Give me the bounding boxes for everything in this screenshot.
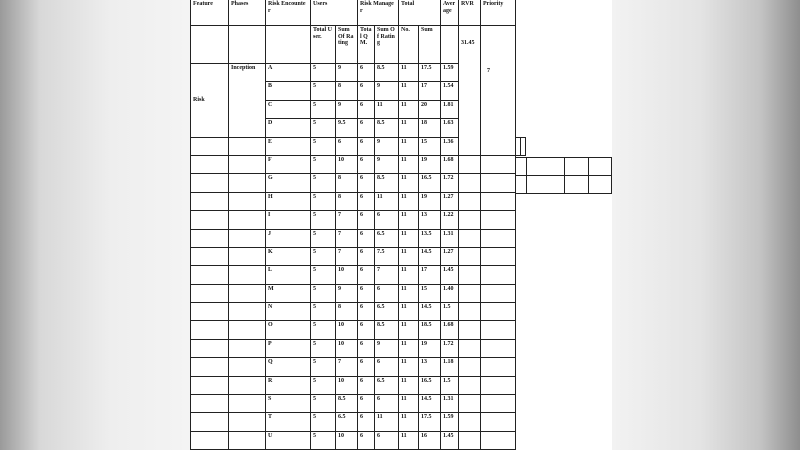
- empty-cell: [481, 284, 516, 302]
- total-sum-cell: 17: [419, 266, 441, 284]
- total-no-cell: 11: [399, 431, 419, 449]
- average-cell: 1.27: [441, 247, 459, 265]
- rm-sum-cell: 6: [375, 211, 399, 229]
- empty-cell: [564, 176, 588, 194]
- header-phases: Phases: [229, 0, 266, 26]
- total-users-cell: 5: [311, 119, 336, 137]
- total-users-cell: 5: [311, 431, 336, 449]
- empty-cell: [191, 303, 229, 321]
- empty-cell: [481, 431, 516, 449]
- rm-sum-cell: 7.5: [375, 247, 399, 265]
- empty-cell: [459, 266, 481, 284]
- rm-sum-cell: 9: [375, 339, 399, 357]
- risk-table: [190, 0, 526, 450]
- empty-cell: [191, 395, 229, 413]
- empty-cell: [459, 284, 481, 302]
- subheader-sum: Sum: [419, 26, 441, 64]
- empty-cell: [459, 155, 481, 173]
- empty-cell: [526, 158, 564, 176]
- rvr-value: 31.45: [459, 26, 481, 156]
- empty-cell: [459, 431, 481, 449]
- total-no-cell: 11: [399, 229, 419, 247]
- empty-cell: [481, 376, 516, 394]
- total-no-cell: 11: [399, 303, 419, 321]
- total-sum-cell: 13.5: [419, 229, 441, 247]
- rm-sum-cell: 6.5: [375, 376, 399, 394]
- total-sum-cell: 17.5: [419, 413, 441, 431]
- empty-cell: [229, 321, 266, 339]
- empty-cell: [481, 266, 516, 284]
- risk-encounter-cell: E: [266, 137, 311, 155]
- total-no-cell: 11: [399, 155, 419, 173]
- users-sum-cell: 7: [336, 247, 358, 265]
- table-row: [191, 376, 526, 394]
- stray-table-fragment: [515, 157, 612, 194]
- rm-total-cell: 6: [358, 321, 375, 339]
- average-cell: 1.68: [441, 321, 459, 339]
- empty-cell: [229, 192, 266, 210]
- average-cell: 1.45: [441, 266, 459, 284]
- table-row: [191, 321, 526, 339]
- total-users-cell: 5: [311, 64, 336, 82]
- feature-cell: Risk: [191, 64, 229, 138]
- users-sum-cell: 7: [336, 358, 358, 376]
- total-users-cell: 5: [311, 284, 336, 302]
- empty-cell: [229, 266, 266, 284]
- empty-cell: [481, 413, 516, 431]
- users-sum-cell: 8: [336, 82, 358, 100]
- header-feature: Feature: [191, 0, 229, 26]
- empty-cell: [459, 339, 481, 357]
- risk-encounter-cell: F: [266, 155, 311, 173]
- empty-cell: [229, 155, 266, 173]
- empty-cell: [191, 339, 229, 357]
- total-users-cell: 5: [311, 155, 336, 173]
- subheader-rm-sum: Sum Of Rating: [375, 26, 399, 64]
- empty-cell: [481, 395, 516, 413]
- empty-cell: [229, 247, 266, 265]
- empty-cell: [229, 137, 266, 155]
- table-row: [191, 155, 526, 173]
- average-cell: 1.40: [441, 284, 459, 302]
- total-users-cell: 5: [311, 211, 336, 229]
- average-cell: 1.72: [441, 339, 459, 357]
- total-sum-cell: 15: [419, 284, 441, 302]
- rm-total-cell: 6: [358, 358, 375, 376]
- empty-cell: [191, 137, 229, 155]
- empty-cell: [229, 431, 266, 449]
- table-row: [191, 395, 526, 413]
- rm-sum-cell: 6: [375, 395, 399, 413]
- empty-cell: [191, 376, 229, 394]
- header-risk-encounter: Risk Encounter: [266, 0, 311, 26]
- users-sum-cell: 8: [336, 192, 358, 210]
- average-cell: 1.36: [441, 137, 459, 155]
- average-cell: 1.22: [441, 211, 459, 229]
- total-no-cell: 11: [399, 266, 419, 284]
- rm-sum-cell: 9: [375, 137, 399, 155]
- rm-sum-cell: 6: [375, 358, 399, 376]
- total-sum-cell: 20: [419, 100, 441, 118]
- empty-cell: [481, 229, 516, 247]
- empty-cell: [229, 376, 266, 394]
- risk-encounter-cell: S: [266, 395, 311, 413]
- empty-cell: [516, 158, 527, 176]
- users-sum-cell: 9: [336, 100, 358, 118]
- empty-cell: [459, 303, 481, 321]
- users-sum-cell: 10: [336, 266, 358, 284]
- table-row: [191, 229, 526, 247]
- risk-encounter-cell: T: [266, 413, 311, 431]
- empty-cell: [526, 176, 564, 194]
- empty-cell: [191, 247, 229, 265]
- empty-cell: [191, 155, 229, 173]
- risk-encounter-cell: Q: [266, 358, 311, 376]
- total-no-cell: 11: [399, 137, 419, 155]
- header-risk-manager: Risk Manager: [358, 0, 399, 26]
- average-cell: 1.72: [441, 174, 459, 192]
- empty-cell: [459, 247, 481, 265]
- empty-cell: [459, 321, 481, 339]
- average-cell: 1.68: [441, 155, 459, 173]
- empty-cell: [191, 266, 229, 284]
- total-users-cell: 5: [311, 303, 336, 321]
- risk-encounter-cell: D: [266, 119, 311, 137]
- total-users-cell: 5: [311, 192, 336, 210]
- users-sum-cell: 8: [336, 174, 358, 192]
- users-sum-cell: 9: [336, 284, 358, 302]
- empty-cell: [481, 358, 516, 376]
- rm-sum-cell: 6.5: [375, 303, 399, 321]
- empty-cell: [191, 211, 229, 229]
- header-total: Total: [399, 0, 441, 26]
- risk-encounter-cell: L: [266, 266, 311, 284]
- empty-cell: [589, 158, 612, 176]
- table-row: [191, 339, 526, 357]
- empty-cell: [459, 395, 481, 413]
- total-no-cell: 11: [399, 192, 419, 210]
- users-sum-cell: 7: [336, 211, 358, 229]
- rm-total-cell: 6: [358, 376, 375, 394]
- rm-sum-cell: 8.5: [375, 119, 399, 137]
- rm-sum-cell: 9: [375, 82, 399, 100]
- empty-cell: [191, 358, 229, 376]
- table-row: [191, 413, 526, 431]
- users-sum-cell: 6.5: [336, 413, 358, 431]
- total-no-cell: 11: [399, 211, 419, 229]
- empty-cell: [229, 303, 266, 321]
- risk-encounter-cell: H: [266, 192, 311, 210]
- average-cell: 1.81: [441, 100, 459, 118]
- average-cell: 1.31: [441, 395, 459, 413]
- empty-cell: [589, 176, 612, 194]
- empty-cell: [521, 137, 526, 155]
- users-sum-cell: 9: [336, 64, 358, 82]
- total-users-cell: 5: [311, 266, 336, 284]
- empty-cell: [564, 158, 588, 176]
- rm-total-cell: 6: [358, 192, 375, 210]
- empty-cell: [481, 339, 516, 357]
- subheader-row: [191, 26, 526, 64]
- rm-total-cell: 6: [358, 155, 375, 173]
- total-sum-cell: 19: [419, 192, 441, 210]
- empty-cell: [459, 211, 481, 229]
- empty-cell: [481, 247, 516, 265]
- table-row: [191, 211, 526, 229]
- users-sum-cell: 7: [336, 229, 358, 247]
- average-cell: 1.59: [441, 413, 459, 431]
- total-sum-cell: 14.5: [419, 395, 441, 413]
- empty-cell: [191, 174, 229, 192]
- empty-cell: [459, 358, 481, 376]
- average-cell: 1.5: [441, 303, 459, 321]
- total-users-cell: 5: [311, 321, 336, 339]
- total-users-cell: 5: [311, 413, 336, 431]
- rm-sum-cell: 11: [375, 413, 399, 431]
- users-sum-cell: 10: [336, 339, 358, 357]
- rm-sum-cell: 6.5: [375, 229, 399, 247]
- total-users-cell: 5: [311, 376, 336, 394]
- header-users: Users: [311, 0, 358, 26]
- risk-encounter-cell: A: [266, 64, 311, 82]
- header-average: Average: [441, 0, 459, 26]
- rm-total-cell: 6: [358, 100, 375, 118]
- rm-total-cell: 6: [358, 137, 375, 155]
- risk-encounter-cell: I: [266, 211, 311, 229]
- empty-cell: [229, 229, 266, 247]
- average-cell: 1.45: [441, 431, 459, 449]
- total-users-cell: 5: [311, 137, 336, 155]
- users-sum-cell: 10: [336, 155, 358, 173]
- rm-total-cell: 6: [358, 284, 375, 302]
- empty-cell: [229, 395, 266, 413]
- risk-encounter-cell: B: [266, 82, 311, 100]
- total-users-cell: 5: [311, 247, 336, 265]
- total-no-cell: 11: [399, 100, 419, 118]
- table-row: [191, 266, 526, 284]
- risk-encounter-cell: R: [266, 376, 311, 394]
- empty-cell: [266, 26, 311, 64]
- total-no-cell: 11: [399, 395, 419, 413]
- rm-total-cell: 6: [358, 303, 375, 321]
- risk-encounter-cell: J: [266, 229, 311, 247]
- empty-cell: [229, 413, 266, 431]
- total-no-cell: 11: [399, 284, 419, 302]
- subheader-no: No.: [399, 26, 419, 64]
- table-row: [191, 174, 526, 192]
- average-cell: 1.63: [441, 119, 459, 137]
- total-sum-cell: 17.5: [419, 64, 441, 82]
- rm-total-cell: 6: [358, 395, 375, 413]
- empty-cell: [481, 155, 516, 173]
- total-users-cell: 5: [311, 82, 336, 100]
- total-sum-cell: 13: [419, 211, 441, 229]
- total-no-cell: 11: [399, 82, 419, 100]
- header-priority: Priority: [481, 0, 516, 26]
- empty-cell: [229, 358, 266, 376]
- total-no-cell: 11: [399, 174, 419, 192]
- rm-total-cell: 6: [358, 247, 375, 265]
- rm-sum-cell: 11: [375, 100, 399, 118]
- table-row: [191, 284, 526, 302]
- header-rvr: RVR: [459, 0, 481, 26]
- users-sum-cell: 9.5: [336, 119, 358, 137]
- empty-cell: [229, 211, 266, 229]
- rm-sum-cell: 7: [375, 266, 399, 284]
- rm-total-cell: 6: [358, 174, 375, 192]
- empty-cell: [229, 284, 266, 302]
- total-sum-cell: 14.5: [419, 247, 441, 265]
- header-row: [191, 0, 526, 26]
- total-sum-cell: 16.5: [419, 376, 441, 394]
- empty-cell: [481, 211, 516, 229]
- rm-total-cell: 6: [358, 431, 375, 449]
- risk-encounter-cell: C: [266, 100, 311, 118]
- empty-cell: [481, 192, 516, 210]
- rm-total-cell: 6: [358, 119, 375, 137]
- empty-cell: [481, 321, 516, 339]
- rm-total-cell: 6: [358, 64, 375, 82]
- total-users-cell: 5: [311, 339, 336, 357]
- total-users-cell: 5: [311, 229, 336, 247]
- empty-cell: [459, 376, 481, 394]
- rm-sum-cell: 6: [375, 431, 399, 449]
- users-sum-cell: 10: [336, 431, 358, 449]
- rm-sum-cell: 9: [375, 155, 399, 173]
- total-sum-cell: 16: [419, 431, 441, 449]
- total-sum-cell: 17: [419, 82, 441, 100]
- risk-encounter-cell: N: [266, 303, 311, 321]
- empty-cell: [191, 26, 229, 64]
- empty-cell: [459, 413, 481, 431]
- rm-total-cell: 6: [358, 266, 375, 284]
- empty-cell: [191, 431, 229, 449]
- total-sum-cell: 16.5: [419, 174, 441, 192]
- empty-cell: [191, 321, 229, 339]
- risk-encounter-cell: K: [266, 247, 311, 265]
- total-sum-cell: 18.5: [419, 321, 441, 339]
- empty-cell: [191, 229, 229, 247]
- empty-cell: [229, 26, 266, 64]
- rm-sum-cell: 8.5: [375, 174, 399, 192]
- empty-cell: [191, 284, 229, 302]
- total-no-cell: 11: [399, 376, 419, 394]
- empty-cell: [191, 192, 229, 210]
- total-no-cell: 11: [399, 321, 419, 339]
- average-cell: 1.54: [441, 82, 459, 100]
- document-page: [190, 0, 612, 450]
- rm-sum-cell: 8.5: [375, 64, 399, 82]
- risk-encounter-cell: U: [266, 431, 311, 449]
- rm-sum-cell: 11: [375, 192, 399, 210]
- empty-cell: [441, 26, 459, 64]
- total-users-cell: 5: [311, 395, 336, 413]
- empty-cell: [229, 174, 266, 192]
- total-no-cell: 11: [399, 64, 419, 82]
- risk-encounter-cell: G: [266, 174, 311, 192]
- empty-cell: [459, 174, 481, 192]
- users-sum-cell: 10: [336, 376, 358, 394]
- users-sum-cell: 8: [336, 303, 358, 321]
- empty-cell: [229, 339, 266, 357]
- risk-encounter-cell: P: [266, 339, 311, 357]
- users-sum-cell: 8.5: [336, 395, 358, 413]
- users-sum-cell: 10: [336, 321, 358, 339]
- rm-total-cell: 6: [358, 229, 375, 247]
- rm-total-cell: 6: [358, 413, 375, 431]
- phase-cell: Inception: [229, 64, 266, 138]
- total-sum-cell: 19: [419, 155, 441, 173]
- average-cell: 1.27: [441, 192, 459, 210]
- total-users-cell: 5: [311, 358, 336, 376]
- total-sum-cell: 14.5: [419, 303, 441, 321]
- average-cell: 1.18: [441, 358, 459, 376]
- empty-cell: [516, 176, 527, 194]
- total-no-cell: 11: [399, 247, 419, 265]
- table-row: [191, 303, 526, 321]
- users-sum-cell: 6: [336, 137, 358, 155]
- table-row: [191, 431, 526, 449]
- total-sum-cell: 19: [419, 339, 441, 357]
- rm-total-cell: 6: [358, 211, 375, 229]
- total-sum-cell: 13: [419, 358, 441, 376]
- empty-cell: [459, 192, 481, 210]
- average-cell: 1.59: [441, 64, 459, 82]
- average-cell: 1.31: [441, 229, 459, 247]
- empty-cell: [481, 174, 516, 192]
- total-no-cell: 11: [399, 358, 419, 376]
- empty-cell: [481, 303, 516, 321]
- table-row: [191, 247, 526, 265]
- total-users-cell: 5: [311, 100, 336, 118]
- total-sum-cell: 15: [419, 137, 441, 155]
- priority-value: 7: [481, 26, 516, 156]
- average-cell: 1.5: [441, 376, 459, 394]
- subheader-total-users: Total User.: [311, 26, 336, 64]
- rm-total-cell: 6: [358, 82, 375, 100]
- subheader-rm-total: Total Q M.: [358, 26, 375, 64]
- subheader-users-sum: Sum Of Rating: [336, 26, 358, 64]
- empty-cell: [191, 413, 229, 431]
- rm-sum-cell: 6: [375, 284, 399, 302]
- total-no-cell: 11: [399, 119, 419, 137]
- total-no-cell: 11: [399, 413, 419, 431]
- table-row: [191, 358, 526, 376]
- rm-sum-cell: 8.5: [375, 321, 399, 339]
- risk-encounter-cell: O: [266, 321, 311, 339]
- total-sum-cell: 18: [419, 119, 441, 137]
- empty-cell: [459, 229, 481, 247]
- rm-total-cell: 6: [358, 339, 375, 357]
- total-no-cell: 11: [399, 339, 419, 357]
- total-users-cell: 5: [311, 174, 336, 192]
- risk-encounter-cell: M: [266, 284, 311, 302]
- table-row: [191, 192, 526, 210]
